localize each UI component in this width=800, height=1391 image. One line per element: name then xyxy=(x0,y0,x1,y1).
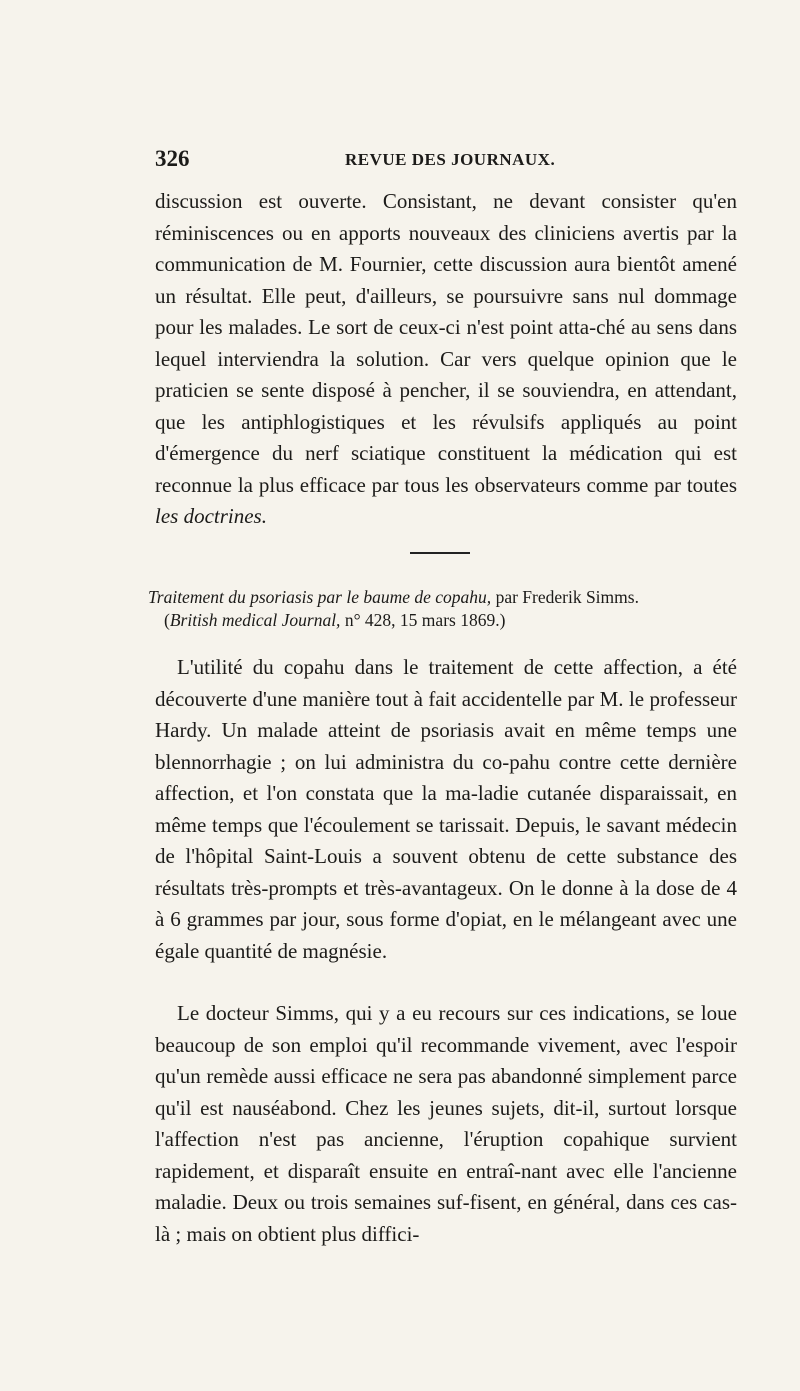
citation-journal: British medical Journal, xyxy=(169,610,341,630)
paragraph-2-text: L'utilité du copahu dans le traitement de cette affection, a été découverte d'une manière tout à fait accidentelle par M. le professeur Hardy. Un malade atteint de psoriasis avait en même temps une blennorrhagie ; on lui administra du co-pahu contre cette dernière affection, et l'on constata que la ma-ladie cutanée disparaissait, en même temps que l'écoulement se tarissait. Depuis, le savant médecin de l'hôpital Saint-Louis a souvent obtenu de cette substance des résultats très-prompts et très-avantageux. On le donne à la dose de 4 à 6 grammes par jour, sous forme d'opiat, en le mélangeant avec une égale quantité de magnésie. xyxy=(155,655,737,963)
citation-paren: ( xyxy=(164,610,170,630)
citation-details: n° 428, 15 mars 1869.) xyxy=(340,610,506,630)
running-head: REVUE DES JOURNAUX. xyxy=(345,150,556,169)
citation-title: Traitement du psoriasis par le baume de copahu, xyxy=(148,587,492,607)
paragraph-simms xyxy=(155,998,737,1250)
section-divider xyxy=(410,552,470,554)
article-citation xyxy=(148,586,740,632)
page-header xyxy=(155,146,737,180)
paragraph-3-text: Le docteur Simms, qui y a eu recours sur ces indications, se loue beaucoup de son emploi qu'il recommande vivement, avec l'espoir qu'un remède aussi efficace ne sera pas abandonné simplement parce qu'il est nauséabond. Chez les jeunes sujets, dit-il, surtout lorsque l'affection n'est pas ancienne, l'éruption copahique survient rapidement, et disparaît ensuite en entraî-nant avec elle l'ancienne maladie. Deux ou trois semaines suf-fisent, en général, dans ces cas-là ; mais on obtient plus diffici- xyxy=(155,1001,737,1246)
page-number: 326 xyxy=(155,146,190,171)
paragraph-1-italic: les doctrines. xyxy=(155,504,267,528)
paragraph-1-text: discussion est ouverte. Consistant, ne devant consister qu'en réminiscences ou en apports nouveaux des cliniciens avertis par la communication de M. Fournier, cette discussion aura bientôt amené un résultat. Elle peut, d'ailleurs, se poursuivre sans nul dommage pour les malades. Le sort de ceux-ci n'est point atta-ché au sens dans lequel interviendra la solution. Car vers quelque opinion que le praticien se sente disposé à pencher, il se souviendra, en attendant, que les antiphlogistiques et les révulsifs appliqués au point d'émergence du nerf sciatique constituent la médication qui est reconnue la plus efficace par tous les observateurs comme par toutes xyxy=(155,189,737,497)
citation-author: par Frederik Simms. xyxy=(491,587,639,607)
paragraph-discussion xyxy=(155,186,737,533)
paragraph-copahu-utility xyxy=(155,652,737,967)
